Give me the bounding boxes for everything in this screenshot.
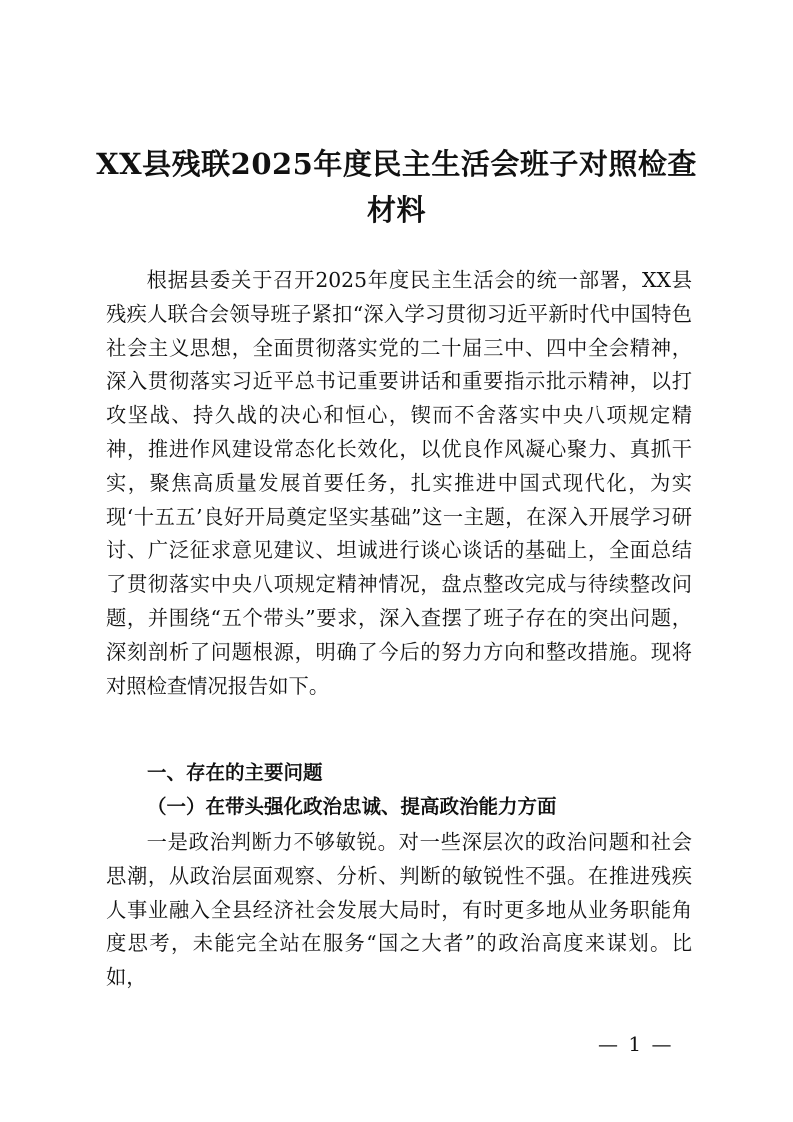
point-paragraph: 一是政治判断力不够敏锐。对一些深层次的政治问题和社会思潮，从政治层面观察、分析、判断的敏锐性不强。在推进残疾人事业融入全县经济社会发展大局时，有时更多地从业务职能角度思考，未能完全站在服务“国之大者”的政治高度来谋划。比如，	[106, 830, 692, 990]
subsection-heading: （一）在带头强化政治忠诚、提高政治能力方面	[147, 795, 557, 818]
section-heading: 一、存在的主要问题	[147, 761, 323, 784]
title-line-1: XX县残联2025年度民主生活会班子对照检查	[96, 147, 697, 181]
document-title	[96, 141, 697, 233]
title-line-2: 材料	[366, 193, 426, 227]
page-number: — 1 —	[598, 1032, 674, 1056]
intro-paragraph: 根据县委关于召开2025年度民主生活会的统一部署，XX县残疾人联合会领导班子紧扣“深入学习贯彻习近平新时代中国特色社会主义思想，全面贯彻落实党的二十届三中、四中全会精神，深入贯彻落实习近平总书记重要讲话和重要指示批示精神，以打攻坚战、持久战的决心和恒心，锲而不舍落实中央八项规定精神，推进作风建设常态化长效化，以优良作风凝心聚力、真抓干实，聚焦高质量发展首要任务，扎实推进中国式现代化，为实现‘十五五’良好开局奠定坚实基础”这一主题，在深入开展学习研讨、广泛征求意见建议、坦诚进行谈心谈话的基础上，全面总结了贯彻落实中央八项规定精神情况，盘点整改完成与待续整改问题，并围绕“五个带头”要求，深入查摆了班子存在的突出问题，深刻剖析了问题根源，明确了今后的努力方向和整改措施。现将对照检查情况报告如下。	[106, 268, 692, 698]
